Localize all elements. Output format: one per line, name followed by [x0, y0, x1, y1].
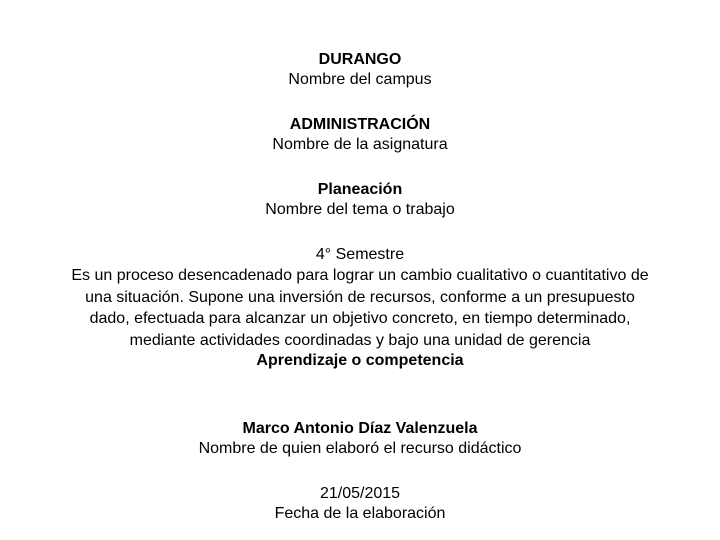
date-label: Fecha de la elaboración	[274, 505, 446, 522]
author-label: Nombre de quien elaboró el recurso didáctico	[198, 440, 522, 457]
subject-block	[0, 115, 720, 155]
semester-block	[0, 245, 720, 371]
subject-name: ADMINISTRACIÓN	[289, 116, 431, 133]
campus-block	[0, 50, 720, 90]
elaboration-date: 21/05/2015	[319, 485, 401, 502]
campus-name: DURANGO	[318, 51, 402, 68]
topic-block	[0, 180, 720, 220]
date-block	[0, 484, 720, 524]
topic-label: Nombre del tema o trabajo	[265, 201, 455, 218]
author-name: Marco Antonio Díaz Valenzuela	[242, 420, 478, 437]
campus-label: Nombre del campus	[288, 71, 432, 88]
topic-name: Planeación	[317, 181, 403, 198]
author-block	[0, 419, 720, 459]
competency-description: Es un proceso desencadenado para lograr un cambio cualitativo o cuantitativo de una situación. Supone una inversión de recursos, conforme a un presupuesto dado, efectuada para alcanzar un objetivo concreto, en tiempo determinado, mediante actividades coordinadas y bajo una unidad de gerencia	[71, 267, 649, 349]
competency-label: Aprendizaje o competencia	[256, 352, 464, 369]
subject-label: Nombre de la asignatura	[272, 136, 448, 153]
semester-name: 4° Semestre	[315, 246, 405, 263]
